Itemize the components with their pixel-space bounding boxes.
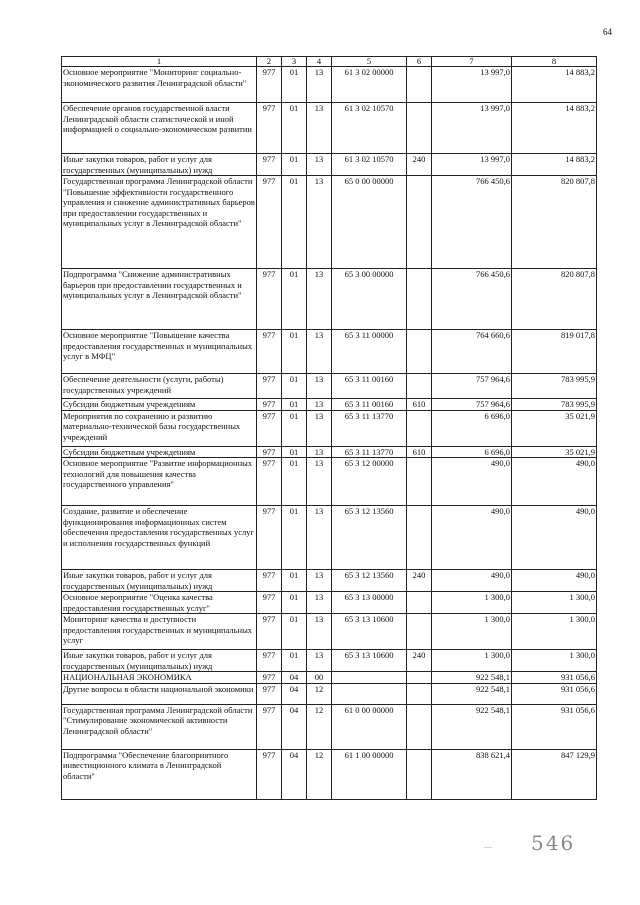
table-row <box>62 506 597 570</box>
row-expense-type: 610 <box>407 446 432 458</box>
row-amount-2: 1 300,0 <box>512 592 597 614</box>
budget-table <box>61 56 597 800</box>
row-amount-2: 490,0 <box>512 458 597 506</box>
row-subsection-code: 13 <box>307 446 332 458</box>
row-target-code: 65 3 13 10600 <box>332 650 407 672</box>
row-ministry-code: 977 <box>257 399 282 411</box>
row-expense-type <box>407 458 432 506</box>
row-subsection-code: 13 <box>307 614 332 650</box>
row-subsection-code: 12 <box>307 683 332 704</box>
row-target-code: 65 3 11 13770 <box>332 446 407 458</box>
row-amount-2: 783 995,9 <box>512 374 597 399</box>
table-row <box>62 570 597 592</box>
row-ministry-code: 977 <box>257 269 282 330</box>
header-row <box>62 57 597 67</box>
row-amount-1: 922 548,1 <box>432 704 512 749</box>
header-cell: 1 <box>62 57 257 67</box>
row-subsection-code: 12 <box>307 749 332 799</box>
row-amount-2: 1 300,0 <box>512 650 597 672</box>
row-ministry-code: 977 <box>257 506 282 570</box>
row-section-code: 01 <box>282 570 307 592</box>
row-expense-type <box>407 506 432 570</box>
row-ministry-code: 977 <box>257 103 282 154</box>
row-subsection-code: 13 <box>307 176 332 269</box>
row-name: Обеспечение деятельности (услуги, работы) государственных учреждений <box>62 374 257 399</box>
row-section-code: 01 <box>282 269 307 330</box>
row-amount-1: 757 964,6 <box>432 374 512 399</box>
row-target-code: 65 3 11 13770 <box>332 410 407 446</box>
row-amount-2: 820 807,8 <box>512 176 597 269</box>
row-amount-1: 6 696,0 <box>432 446 512 458</box>
row-amount-2: 820 807,8 <box>512 269 597 330</box>
row-ministry-code: 977 <box>257 650 282 672</box>
row-amount-2: 1 300,0 <box>512 614 597 650</box>
row-amount-1: 13 997,0 <box>432 154 512 176</box>
row-section-code: 01 <box>282 650 307 672</box>
row-amount-2: 35 021,9 <box>512 446 597 458</box>
row-section-code: 01 <box>282 506 307 570</box>
row-name: Иные закупки товаров, работ и услуг для государственных (муниципальных) нужд <box>62 570 257 592</box>
row-section-code: 01 <box>282 330 307 374</box>
header-cell: 2 <box>257 57 282 67</box>
row-amount-1: 764 660,6 <box>432 330 512 374</box>
row-section-code: 04 <box>282 749 307 799</box>
header-cell: 5 <box>332 57 407 67</box>
row-subsection-code: 13 <box>307 154 332 176</box>
row-expense-type <box>407 749 432 799</box>
row-amount-1: 1 300,0 <box>432 650 512 672</box>
page-number: 64 <box>603 27 612 37</box>
row-ministry-code: 977 <box>257 446 282 458</box>
row-amount-1: 922 548,1 <box>432 683 512 704</box>
table-row <box>62 67 597 103</box>
row-section-code: 01 <box>282 446 307 458</box>
row-subsection-code: 13 <box>307 458 332 506</box>
table-row <box>62 176 597 269</box>
row-subsection-code: 13 <box>307 330 332 374</box>
row-section-code: 01 <box>282 154 307 176</box>
row-amount-2: 35 021,9 <box>512 410 597 446</box>
row-amount-1: 766 450,6 <box>432 269 512 330</box>
row-subsection-code: 13 <box>307 67 332 103</box>
row-name: Подпрограмма "Снижение административных барьеров при предоставлении государственных и муниципальных услуг в Ленинградской области" <box>62 269 257 330</box>
row-section-code: 01 <box>282 410 307 446</box>
row-name: Субсидии бюджетным учреждениям <box>62 399 257 411</box>
row-amount-1: 490,0 <box>432 570 512 592</box>
row-name: Подпрограмма "Обеспечение благоприятного инвестиционного климата в Ленинградской области" <box>62 749 257 799</box>
row-target-code: 65 3 11 00160 <box>332 374 407 399</box>
row-target-code: 65 3 12 13560 <box>332 570 407 592</box>
row-section-code: 01 <box>282 458 307 506</box>
row-amount-1: 766 450,6 <box>432 176 512 269</box>
header-cell: 7 <box>432 57 512 67</box>
table-row <box>62 446 597 458</box>
row-ministry-code: 977 <box>257 374 282 399</box>
row-ministry-code: 977 <box>257 592 282 614</box>
row-ministry-code: 977 <box>257 176 282 269</box>
row-section-code: 04 <box>282 672 307 684</box>
row-target-code <box>332 672 407 684</box>
row-section-code: 01 <box>282 67 307 103</box>
header-cell: 8 <box>512 57 597 67</box>
row-section-code: 01 <box>282 374 307 399</box>
row-name: Другие вопросы в области национальной экономики <box>62 683 257 704</box>
row-section-code: 04 <box>282 704 307 749</box>
row-subsection-code: 12 <box>307 704 332 749</box>
row-expense-type <box>407 374 432 399</box>
table-row <box>62 103 597 154</box>
row-target-code: 61 3 02 10570 <box>332 154 407 176</box>
row-expense-type: 610 <box>407 399 432 411</box>
row-target-code: 61 1 00 00000 <box>332 749 407 799</box>
table-row <box>62 269 597 330</box>
row-expense-type <box>407 683 432 704</box>
scan-dash-mark: — <box>484 842 492 851</box>
row-amount-1: 1 300,0 <box>432 614 512 650</box>
row-amount-2: 847 129,9 <box>512 749 597 799</box>
row-target-code: 61 3 02 00000 <box>332 67 407 103</box>
table-row <box>62 683 597 704</box>
row-expense-type: 240 <box>407 650 432 672</box>
row-amount-1: 838 621,4 <box>432 749 512 799</box>
row-ministry-code: 977 <box>257 410 282 446</box>
row-subsection-code: 13 <box>307 399 332 411</box>
row-amount-2: 783 995,9 <box>512 399 597 411</box>
row-name: Основное мероприятие "Оценка качества предоставления государственных услуг" <box>62 592 257 614</box>
table-row <box>62 374 597 399</box>
header-cell: 4 <box>307 57 332 67</box>
table-row <box>62 749 597 799</box>
row-amount-2: 490,0 <box>512 570 597 592</box>
row-ministry-code: 977 <box>257 683 282 704</box>
row-amount-1: 6 696,0 <box>432 410 512 446</box>
row-name: Мероприятия по сохранению и развитию материально-технической базы государственных учреждений <box>62 410 257 446</box>
row-expense-type <box>407 592 432 614</box>
row-amount-2: 14 883,2 <box>512 103 597 154</box>
row-subsection-code: 13 <box>307 410 332 446</box>
row-subsection-code: 13 <box>307 506 332 570</box>
row-amount-2: 490,0 <box>512 506 597 570</box>
row-name: Иные закупки товаров, работ и услуг для государственных (муниципальных) нужд <box>62 154 257 176</box>
row-expense-type <box>407 67 432 103</box>
row-expense-type <box>407 269 432 330</box>
row-target-code: 65 3 00 00000 <box>332 269 407 330</box>
row-target-code: 61 3 02 10570 <box>332 103 407 154</box>
row-subsection-code: 13 <box>307 269 332 330</box>
row-section-code: 01 <box>282 176 307 269</box>
row-ministry-code: 977 <box>257 458 282 506</box>
row-amount-2: 14 883,2 <box>512 154 597 176</box>
row-amount-1: 757 964,6 <box>432 399 512 411</box>
row-target-code: 61 0 00 00000 <box>332 704 407 749</box>
row-target-code: 65 3 12 13560 <box>332 506 407 570</box>
table-row <box>62 704 597 749</box>
row-subsection-code: 00 <box>307 672 332 684</box>
row-amount-2: 931 056,6 <box>512 704 597 749</box>
row-section-code: 01 <box>282 592 307 614</box>
row-target-code: 65 3 12 00000 <box>332 458 407 506</box>
row-ministry-code: 977 <box>257 330 282 374</box>
table-row <box>62 330 597 374</box>
row-subsection-code: 13 <box>307 103 332 154</box>
row-ministry-code: 977 <box>257 67 282 103</box>
table-row <box>62 458 597 506</box>
row-expense-type: 240 <box>407 154 432 176</box>
row-ministry-code: 977 <box>257 672 282 684</box>
row-name: Основное мероприятие "Развитие информационных технологий для повышения качества государственного управления" <box>62 458 257 506</box>
row-amount-1: 13 997,0 <box>432 103 512 154</box>
row-amount-1: 1 300,0 <box>432 592 512 614</box>
table-row <box>62 592 597 614</box>
row-name: Основное мероприятие "Мониторинг социально-экономического развития Ленинградской области" <box>62 67 257 103</box>
row-amount-1: 13 997,0 <box>432 67 512 103</box>
row-target-code: 65 3 13 00000 <box>332 592 407 614</box>
row-section-code: 01 <box>282 103 307 154</box>
row-amount-2: 931 056,6 <box>512 672 597 684</box>
table-row <box>62 154 597 176</box>
row-expense-type: 240 <box>407 570 432 592</box>
row-ministry-code: 977 <box>257 614 282 650</box>
row-target-code: 65 3 11 00000 <box>332 330 407 374</box>
row-amount-2: 14 883,2 <box>512 67 597 103</box>
row-expense-type <box>407 176 432 269</box>
row-name: Мониторинг качества и доступности предоставления государственных и муниципальных услуг <box>62 614 257 650</box>
row-name: Основное мероприятие "Повышение качества предоставления государственных и муниципальных услуг в МФЦ" <box>62 330 257 374</box>
row-section-code: 04 <box>282 683 307 704</box>
row-amount-1: 490,0 <box>432 506 512 570</box>
row-amount-1: 922 548,1 <box>432 672 512 684</box>
row-amount-2: 819 017,8 <box>512 330 597 374</box>
header-cell: 6 <box>407 57 432 67</box>
row-subsection-code: 13 <box>307 570 332 592</box>
table-row <box>62 650 597 672</box>
stamp-number: 546 <box>531 831 576 855</box>
row-expense-type <box>407 103 432 154</box>
row-amount-2: 931 056,6 <box>512 683 597 704</box>
row-expense-type <box>407 704 432 749</box>
row-expense-type <box>407 672 432 684</box>
header-cell: 3 <box>282 57 307 67</box>
row-subsection-code: 13 <box>307 650 332 672</box>
row-ministry-code: 977 <box>257 749 282 799</box>
row-target-code: 65 3 13 10600 <box>332 614 407 650</box>
table-row <box>62 614 597 650</box>
table-row <box>62 672 597 684</box>
row-name: НАЦИОНАЛЬНАЯ ЭКОНОМИКА <box>62 672 257 684</box>
row-section-code: 01 <box>282 399 307 411</box>
row-name: Субсидии бюджетным учреждениям <box>62 446 257 458</box>
row-target-code: 65 0 00 00000 <box>332 176 407 269</box>
row-ministry-code: 977 <box>257 570 282 592</box>
row-amount-1: 490,0 <box>432 458 512 506</box>
table-row <box>62 399 597 411</box>
table-row <box>62 410 597 446</box>
row-name: Государственная программа Ленинградской области "Повышение эффективности государственного управления и снижение административных барьеров при предоставлении государственных и муниципальных услуг в Ленинградской области" <box>62 176 257 269</box>
row-subsection-code: 13 <box>307 592 332 614</box>
row-name: Создание, развитие и обеспечение функционирования информационных систем обеспечения предоставления государственных услуг и исполнения государственных функций <box>62 506 257 570</box>
row-subsection-code: 13 <box>307 374 332 399</box>
row-target-code <box>332 683 407 704</box>
row-expense-type <box>407 330 432 374</box>
row-target-code: 65 3 11 00160 <box>332 399 407 411</box>
row-name: Обеспечение органов государственной власти Ленинградской области статистической и иной информацией о социально-экономическом развитии <box>62 103 257 154</box>
row-section-code: 01 <box>282 614 307 650</box>
row-ministry-code: 977 <box>257 154 282 176</box>
row-name: Государственная программа Ленинградской области "Стимулирование экономической активности Ленинградской области" <box>62 704 257 749</box>
row-expense-type <box>407 614 432 650</box>
row-ministry-code: 977 <box>257 704 282 749</box>
row-name: Иные закупки товаров, работ и услуг для государственных (муниципальных) нужд <box>62 650 257 672</box>
row-expense-type <box>407 410 432 446</box>
